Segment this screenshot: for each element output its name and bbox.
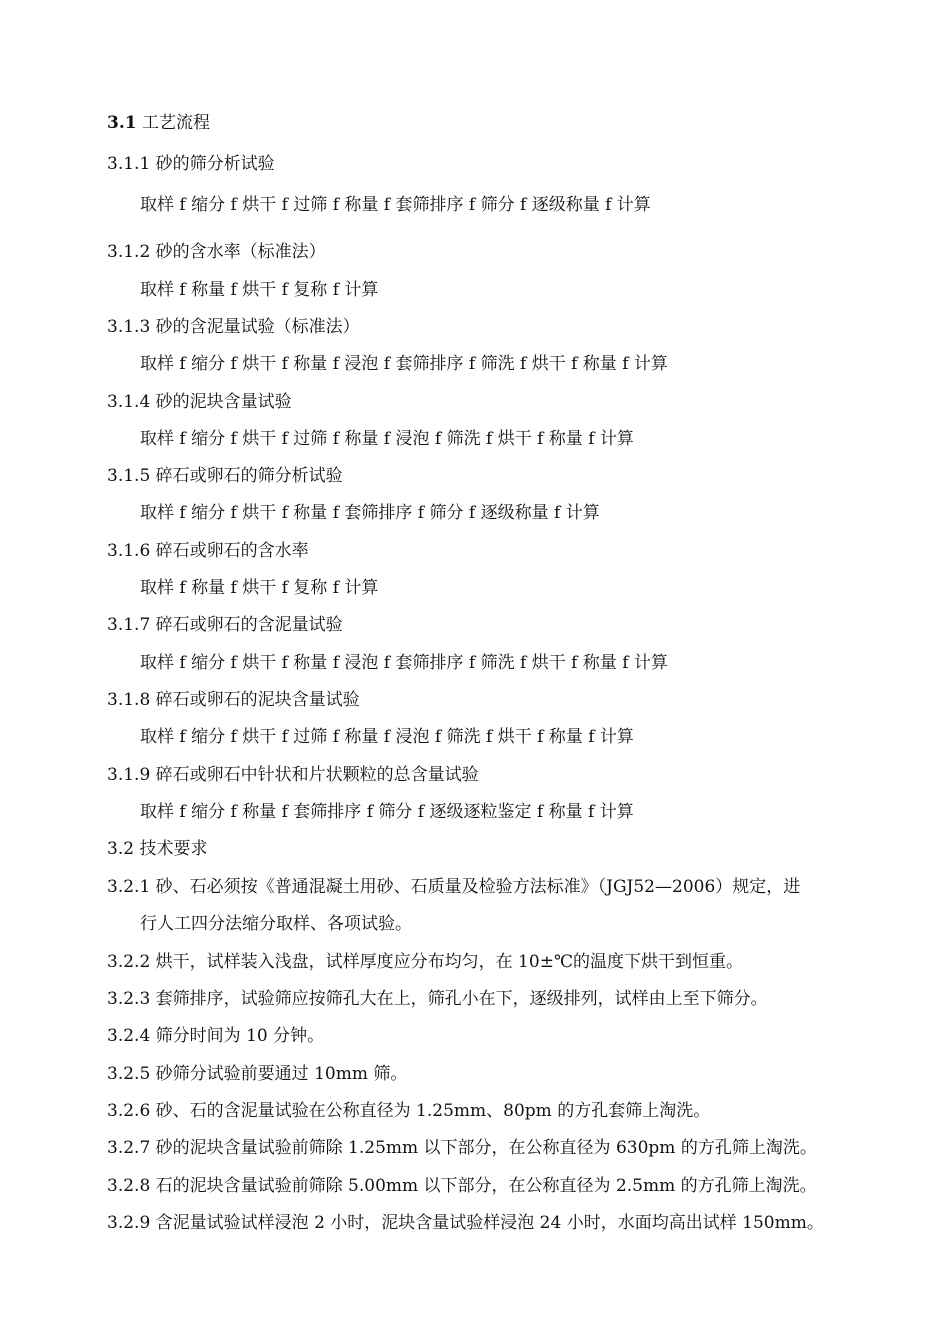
requirement-line: 3.2.9 含泥量试验试样浸泡 2 小时，泥块含量试验样浸泡 24 小时，水面均高出试样 150mm。 — [107, 1213, 824, 1233]
requirement-line: 3.2.8 石的泥块含量试验前筛除 5.00mm 以下部分，在公称直径为 2.5mm 的方孔筛上淘洗。 — [107, 1176, 817, 1196]
requirement-line: 3.2.5 砂筛分试验前要通过 10mm 筛。 — [107, 1064, 408, 1084]
subsection-heading: 3.1.1 砂的筛分析试验 — [107, 154, 275, 174]
subsection-heading: 3.1.8 碎石或卵石的泥块含量试验 — [107, 690, 360, 710]
process-flow: 取样 f 缩分 f 烘干 f 称量 f 浸泡 f 套筛排序 f 筛洗 f 烘干 f 称量 f 计算 — [140, 354, 668, 374]
subsection-heading: 3.1.3 砂的含泥量试验（标准法） — [107, 317, 360, 337]
process-flow: 取样 f 称量 f 烘干 f 复称 f 计算 — [140, 578, 379, 598]
section-title: 工艺流程 — [141, 113, 210, 133]
process-flow: 取样 f 称量 f 烘干 f 复称 f 计算 — [140, 280, 379, 300]
requirement-line: 3.2.4 筛分时间为 10 分钟。 — [107, 1026, 325, 1046]
requirement-line: 3.2.7 砂的泥块含量试验前筛除 1.25mm 以下部分，在公称直径为 630pm 的方孔筛上淘洗。 — [107, 1138, 817, 1158]
process-flow: 取样 f 缩分 f 烘干 f 称量 f 套筛排序 f 筛分 f 逐级称量 f 计算 — [140, 503, 600, 523]
subsection-heading: 3.1.6 碎石或卵石的含水率 — [107, 541, 309, 561]
process-flow: 取样 f 缩分 f 称量 f 套筛排序 f 筛分 f 逐级逐粒鉴定 f 称量 f 计算 — [140, 802, 634, 822]
subsection-heading: 3.1.4 砂的泥块含量试验 — [107, 392, 292, 412]
section-number: 3.1 — [107, 113, 137, 133]
requirement-line-continuation: 行人工四分法缩分取样、各项试验。 — [140, 914, 412, 934]
section-heading-3-2: 3.2 技术要求 — [107, 839, 208, 859]
process-flow: 取样 f 缩分 f 烘干 f 过筛 f 称量 f 浸泡 f 筛洗 f 烘干 f 称量 f 计算 — [140, 429, 634, 449]
process-flow: 取样 f 缩分 f 烘干 f 称量 f 浸泡 f 套筛排序 f 筛洗 f 烘干 f 称量 f 计算 — [140, 653, 668, 673]
requirement-line: 3.2.6 砂、石的含泥量试验在公称直径为 1.25mm、80pm 的方孔套筛上淘洗。 — [107, 1101, 711, 1121]
subsection-heading: 3.1.5 碎石或卵石的筛分析试验 — [107, 466, 343, 486]
requirement-line: 3.2.1 砂、石必须按《普通混凝土用砂、石质量及检验方法标准》（JGJ52—2006）规定，进 — [107, 877, 801, 897]
requirement-line: 3.2.2 烘干，试样装入浅盘，试样厚度应分布均匀，在 10±℃的温度下烘干到恒重。 — [107, 952, 743, 972]
subsection-heading: 3.1.2 砂的含水率（标准法） — [107, 242, 326, 262]
process-flow: 取样 f 缩分 f 烘干 f 过筛 f 称量 f 浸泡 f 筛洗 f 烘干 f 称量 f 计算 — [140, 727, 634, 747]
requirement-line: 3.2.3 套筛排序，试验筛应按筛孔大在上，筛孔小在下，逐级排列，试样由上至下筛分。 — [107, 989, 768, 1009]
subsection-heading: 3.1.7 碎石或卵石的含泥量试验 — [107, 615, 343, 635]
process-flow: 取样 f 缩分 f 烘干 f 过筛 f 称量 f 套筛排序 f 筛分 f 逐级称量 f 计算 — [140, 195, 651, 215]
subsection-heading: 3.1.9 碎石或卵石中针状和片状颗粒的总含量试验 — [107, 765, 479, 785]
section-heading-3-1 — [107, 112, 210, 134]
